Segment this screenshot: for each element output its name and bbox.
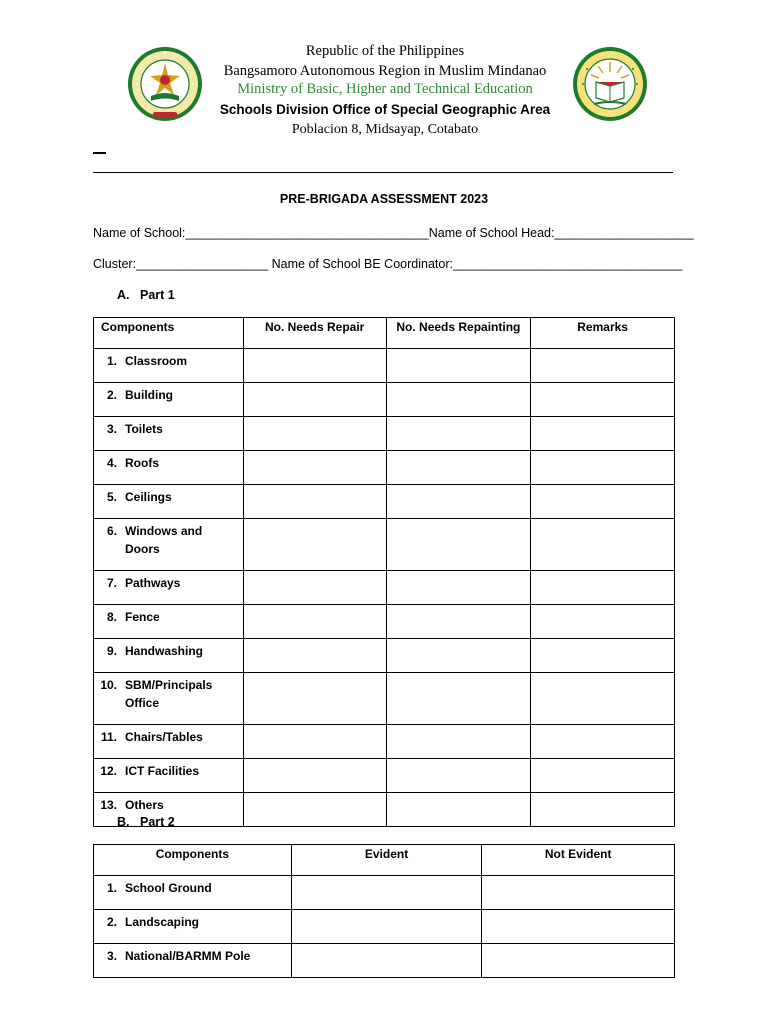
component-number: 2. <box>106 388 117 402</box>
section-letter: A. <box>117 288 130 302</box>
needs-repainting-cell[interactable] <box>386 417 531 451</box>
needs-repainting-cell[interactable] <box>386 571 531 605</box>
component-label: Ceilings <box>125 490 172 504</box>
remarks-cell[interactable] <box>531 417 675 451</box>
needs-repainting-cell[interactable] <box>386 673 531 725</box>
component-number: 3. <box>106 949 117 963</box>
component-number: 7. <box>106 576 117 590</box>
header-short-dash <box>93 152 106 154</box>
part2-table <box>93 844 675 978</box>
needs-repair-cell[interactable] <box>243 673 386 725</box>
component-number: 9. <box>106 644 117 658</box>
component-cell <box>94 349 244 383</box>
component-number: 12. <box>100 764 117 778</box>
remarks-cell[interactable] <box>531 639 675 673</box>
col-header-components: Components <box>94 318 244 349</box>
component-number: 13. <box>100 798 117 812</box>
table-row <box>94 639 675 673</box>
remarks-cell[interactable] <box>531 485 675 519</box>
part1-table <box>93 317 675 827</box>
header-division-office: Schools Division Office of Special Geographic Area <box>219 102 551 117</box>
component-label: ICT Facilities <box>125 764 200 778</box>
col-header-needs-repainting: No. Needs Repainting <box>386 318 531 349</box>
needs-repair-cell[interactable] <box>243 571 386 605</box>
component-number: 5. <box>106 490 117 504</box>
component-cell <box>94 519 244 571</box>
table-row <box>94 519 675 571</box>
needs-repainting-cell[interactable] <box>386 639 531 673</box>
component-label: Roofs <box>125 456 159 470</box>
component-number: 1. <box>106 354 117 368</box>
needs-repainting-cell[interactable] <box>386 605 531 639</box>
component-cell <box>94 759 244 793</box>
needs-repainting-cell[interactable] <box>386 383 531 417</box>
header-divider <box>93 172 673 173</box>
table-row <box>94 485 675 519</box>
ministry-seal-icon <box>127 46 203 122</box>
component-number: 8. <box>106 610 117 624</box>
component-cell <box>94 725 244 759</box>
table-row <box>94 571 675 605</box>
component-label: SBM/Principals Office <box>125 678 213 710</box>
evident-cell[interactable] <box>291 944 482 978</box>
header-ministry: Ministry of Basic, Higher and Technical Education <box>237 81 533 97</box>
component-number: 6. <box>106 524 117 538</box>
not-evident-cell[interactable] <box>482 876 675 910</box>
component-label: Handwashing <box>125 644 204 658</box>
component-cell <box>94 571 244 605</box>
needs-repainting-cell[interactable] <box>386 451 531 485</box>
needs-repainting-cell[interactable] <box>386 485 531 519</box>
table-row <box>94 417 675 451</box>
needs-repair-cell[interactable] <box>243 519 386 571</box>
needs-repair-cell[interactable] <box>243 451 386 485</box>
component-number: 2. <box>106 915 117 929</box>
component-cell <box>94 605 244 639</box>
needs-repair-cell[interactable] <box>243 639 386 673</box>
col-header-not-evident: Not Evident <box>482 845 675 876</box>
table-row <box>94 451 675 485</box>
component-label: Building <box>125 388 173 402</box>
table-row <box>94 673 675 725</box>
remarks-cell[interactable] <box>531 605 675 639</box>
needs-repair-cell[interactable] <box>243 383 386 417</box>
component-cell <box>94 383 244 417</box>
sdo-sga-seal-icon <box>572 46 648 122</box>
header-address: Poblacion 8, Midsayap, Cotabato <box>291 122 479 137</box>
component-number: 3. <box>106 422 117 436</box>
component-label: Toilets <box>125 422 163 436</box>
evident-cell[interactable] <box>291 876 482 910</box>
component-number: 4. <box>106 456 117 470</box>
needs-repainting-cell[interactable] <box>386 725 531 759</box>
needs-repainting-cell[interactable] <box>386 759 531 793</box>
component-number: 11. <box>100 730 117 744</box>
col-header-evident: Evident <box>291 845 482 876</box>
component-label: Fence <box>125 610 160 624</box>
component-number: 1. <box>106 881 117 895</box>
evident-cell[interactable] <box>291 910 482 944</box>
remarks-cell[interactable] <box>531 451 675 485</box>
remarks-cell[interactable] <box>531 349 675 383</box>
component-cell <box>94 639 244 673</box>
component-cell <box>94 451 244 485</box>
needs-repair-cell[interactable] <box>243 759 386 793</box>
component-label: Chairs/Tables <box>125 730 203 744</box>
component-cell <box>94 876 292 910</box>
remarks-cell[interactable] <box>531 383 675 417</box>
header-republic: Republic of the Philippines <box>305 43 465 59</box>
table-row <box>94 876 675 910</box>
table-row <box>94 605 675 639</box>
col-header-components: Components <box>94 845 292 876</box>
table-row <box>94 349 675 383</box>
col-header-needs-repair: No. Needs Repair <box>243 318 386 349</box>
needs-repainting-cell[interactable] <box>386 519 531 571</box>
needs-repair-cell[interactable] <box>243 417 386 451</box>
needs-repair-cell[interactable] <box>243 793 386 827</box>
needs-repair-cell[interactable] <box>243 485 386 519</box>
table-row <box>94 944 675 978</box>
component-cell <box>94 417 244 451</box>
component-label: National/BARMM Pole <box>125 949 251 963</box>
component-cell <box>94 910 292 944</box>
needs-repainting-cell[interactable] <box>386 349 531 383</box>
component-number: 10. <box>100 678 117 692</box>
remarks-cell[interactable] <box>531 673 675 725</box>
needs-repair-cell[interactable] <box>243 349 386 383</box>
section-part-1 <box>117 288 175 302</box>
component-label: Pathways <box>125 576 181 590</box>
table-row <box>94 383 675 417</box>
needs-repainting-cell[interactable] <box>386 793 531 827</box>
cluster-field-line[interactable]: Cluster:___________________ Name of School BE Coordinator:_________________________________ <box>93 257 683 271</box>
component-label: School Ground <box>125 881 212 895</box>
not-evident-cell[interactable] <box>482 944 675 978</box>
remarks-cell[interactable] <box>531 759 675 793</box>
component-cell <box>94 944 292 978</box>
col-header-remarks: Remarks <box>531 318 675 349</box>
table-row <box>94 725 675 759</box>
needs-repair-cell[interactable] <box>243 725 386 759</box>
header-region: Bangsamoro Autonomous Region in Muslim Mindanao <box>223 63 547 79</box>
remarks-cell[interactable] <box>531 519 675 571</box>
not-evident-cell[interactable] <box>482 910 675 944</box>
component-label: Landscaping <box>125 915 200 929</box>
table-row <box>94 793 675 827</box>
section-letter: B. <box>117 815 130 829</box>
component-cell <box>94 485 244 519</box>
remarks-cell[interactable] <box>531 793 675 827</box>
component-label: Classroom <box>125 354 188 368</box>
section-part-2 <box>117 815 175 829</box>
section-label: Part 2 <box>140 815 175 829</box>
remarks-cell[interactable] <box>531 725 675 759</box>
component-cell <box>94 673 244 725</box>
remarks-cell[interactable] <box>531 571 675 605</box>
table-row <box>94 759 675 793</box>
component-label: Others <box>125 798 164 812</box>
needs-repair-cell[interactable] <box>243 605 386 639</box>
table-row <box>94 910 675 944</box>
component-label: Windows and Doors <box>125 524 203 556</box>
section-label: Part 1 <box>140 288 175 302</box>
form-title: PRE-BRIGADA ASSESSMENT 2023 <box>279 192 489 206</box>
school-name-field-line[interactable]: Name of School:___________________________________Name of School Head:____________________ <box>93 226 694 240</box>
